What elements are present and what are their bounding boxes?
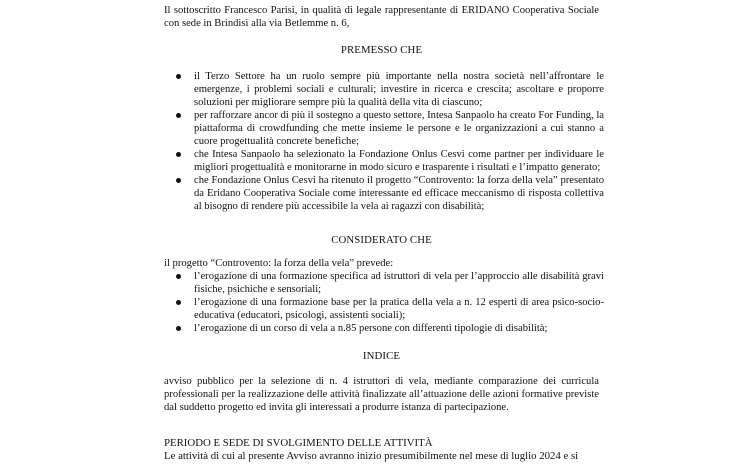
list-item: l’erogazione di un corso di vela a n.85 persone con differenti tipologie di disabilità;	[164, 322, 604, 335]
premesso-list	[164, 70, 604, 213]
list-item: il Terzo Settore ha un ruolo sempre più importante nella nostra società nell’affrontare le emergenze, i problemi sociali e culturali; investire in ricerca e crescita; ascoltare e proporre soluzioni per migliorare sempre più la qualità della vita di ciascuno;	[164, 70, 604, 109]
bullet-icon	[176, 74, 181, 79]
premesso-heading: PREMESSO CHE	[340, 44, 423, 56]
list-item: che Intesa Sanpaolo ha selezionato la Fondazione Onlus Cesvi come partner per individuare le migliori progettualità e monitorarne in modo sicuro e trasparente i risultati e l’impatto generato;	[164, 148, 604, 174]
bullet-icon	[176, 326, 181, 331]
periodo-paragraph: Le attività di cui al presente Avviso avranno inizio presumibilmente nel mese di luglio 2024 e si	[164, 450, 579, 462]
considerato-list	[164, 270, 604, 335]
bullet-icon	[176, 113, 181, 118]
indice-paragraph: avviso pubblico per la selezione di n. 4 istruttori di vela, mediante comparazione dei curricula professionali per la realizzazione delle attività finalizzate all’attuazione delle azioni formative previste dal suddetto progetto ed invita gli interessati a produrre istanza di partecipazione.	[164, 376, 599, 413]
list-item: l’erogazione di una formazione specifica ad istruttori di vela per l’approccio alle disabilità gravi fisiche, psichiche e sensoriali;	[164, 270, 604, 296]
bullet-icon	[176, 178, 181, 183]
intro-paragraph: Il sottoscritto Francesco Parisi, in qualità di legale rappresentante di ERIDANO Cooperativa Sociale con sede in Brindisi alla via Betlemme n. 6,	[164, 5, 599, 29]
list-item: l’erogazione di una formazione base per la pratica della vela a n. 12 esperti di area psico-socio-educativa (educatori, psicologi, assistenti sociali);	[164, 296, 604, 322]
list-item: per rafforzare ancor di più il sostegno a questo settore, Intesa Sanpaolo ha creato For Funding, la piattaforma di crowdfunding che mette insieme le persone e le organizzazioni a cui stanno a cuore progettualità concrete benefiche;	[164, 109, 604, 148]
bullet-icon	[176, 300, 181, 305]
considerato-lead: il progetto “Controvento: la forza della vela” prevede:	[164, 258, 394, 269]
indice-heading: INDICE	[362, 350, 401, 362]
bullet-icon	[176, 152, 181, 157]
considerato-heading: CONSIDERATO CHE	[331, 234, 432, 246]
list-item: che Fondazione Onlus Cesvi ha ritenuto il progetto “Controvento: la forza della vela” presentato da Eridano Cooperativa Sociale come interessante ed efficace meccanismo di risposta collettiva al bisogno di rendere più accessibile la vela ai ragazzi con disabilità;	[164, 174, 604, 213]
periodo-heading: PERIODO E SEDE DI SVOLGIMENTO DELLE ATTIVITÀ	[164, 437, 433, 449]
bullet-icon	[176, 274, 181, 279]
